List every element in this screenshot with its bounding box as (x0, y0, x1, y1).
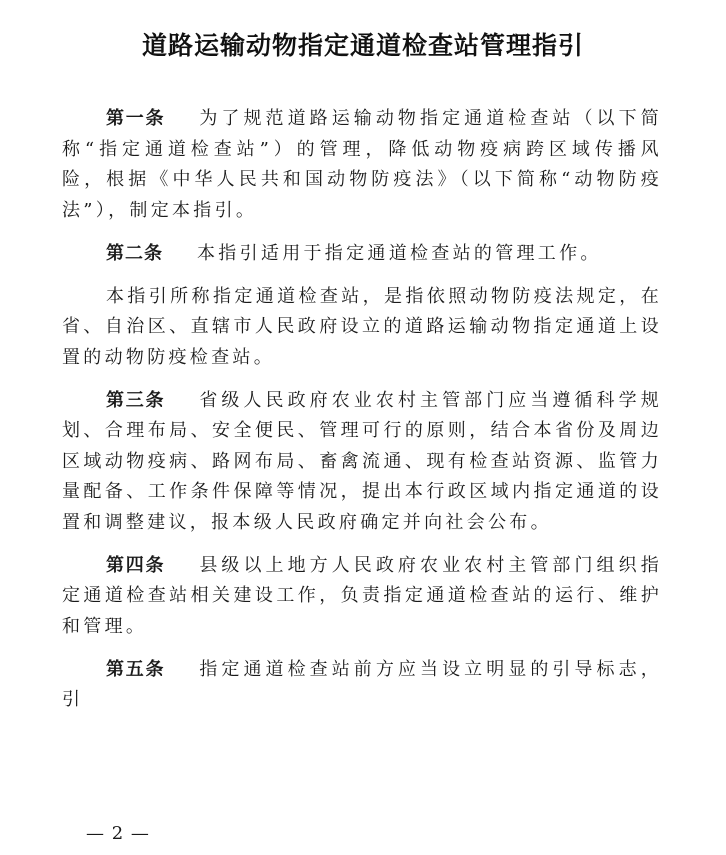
article-text: 省级人民政府农业农村主管部门应当遵循科学规划、合理布局、安全便民、管理可行的原则，结合本省份及周边区域动物疫病、路网布局、畜禽流通、现有检查站资源、监管力量配备、工作条件保障等情况，提出本行政区域内指定通道的设置和调整建议，报本级人民政府确定并向社会公布。 (62, 389, 662, 533)
article-number: 第五条 (106, 658, 166, 680)
article-text: 本指引适用于指定通道检查站的管理工作。 (197, 242, 602, 264)
article-5-paragraph (62, 655, 662, 716)
article-number: 第二条 (106, 242, 163, 264)
article-text: 为了规范道路运输动物指定通道检查站（以下简称“指定通道检查站”）的管理，降低动物疫病跨区域传播风险，根据《中华人民共和国动物防疫法》（以下简称“动物防疫法”），制定本指引。 (62, 108, 662, 221)
document-body (62, 104, 662, 728)
article-number: 第三条 (106, 389, 166, 411)
article-4-paragraph (62, 551, 662, 643)
article-2-continuation-paragraph (62, 282, 662, 374)
paragraph-text: 本指引所称指定通道检查站，是指依照动物防疫法规定，在省、自治区、直辖市人民政府设立的道路运输动物指定通道上设置的动物防疫检查站。 (62, 285, 662, 368)
article-number: 第四条 (106, 554, 166, 576)
article-1-paragraph (62, 104, 662, 226)
article-text: 县级以上地方人民政府农业农村主管部门组织指定通道检查站相关建设工作，负责指定通道检查站的运行、维护和管理。 (62, 554, 662, 637)
document-title: 道路运输动物指定通道检查站管理指引 (141, 31, 584, 60)
article-2-paragraph (62, 239, 662, 270)
article-text: 指定通道检查站前方应当设立明显的引导标志，引 (62, 658, 662, 710)
article-3-paragraph (62, 386, 662, 539)
page-number: — 2 — (86, 823, 150, 844)
article-number: 第一条 (106, 108, 166, 129)
